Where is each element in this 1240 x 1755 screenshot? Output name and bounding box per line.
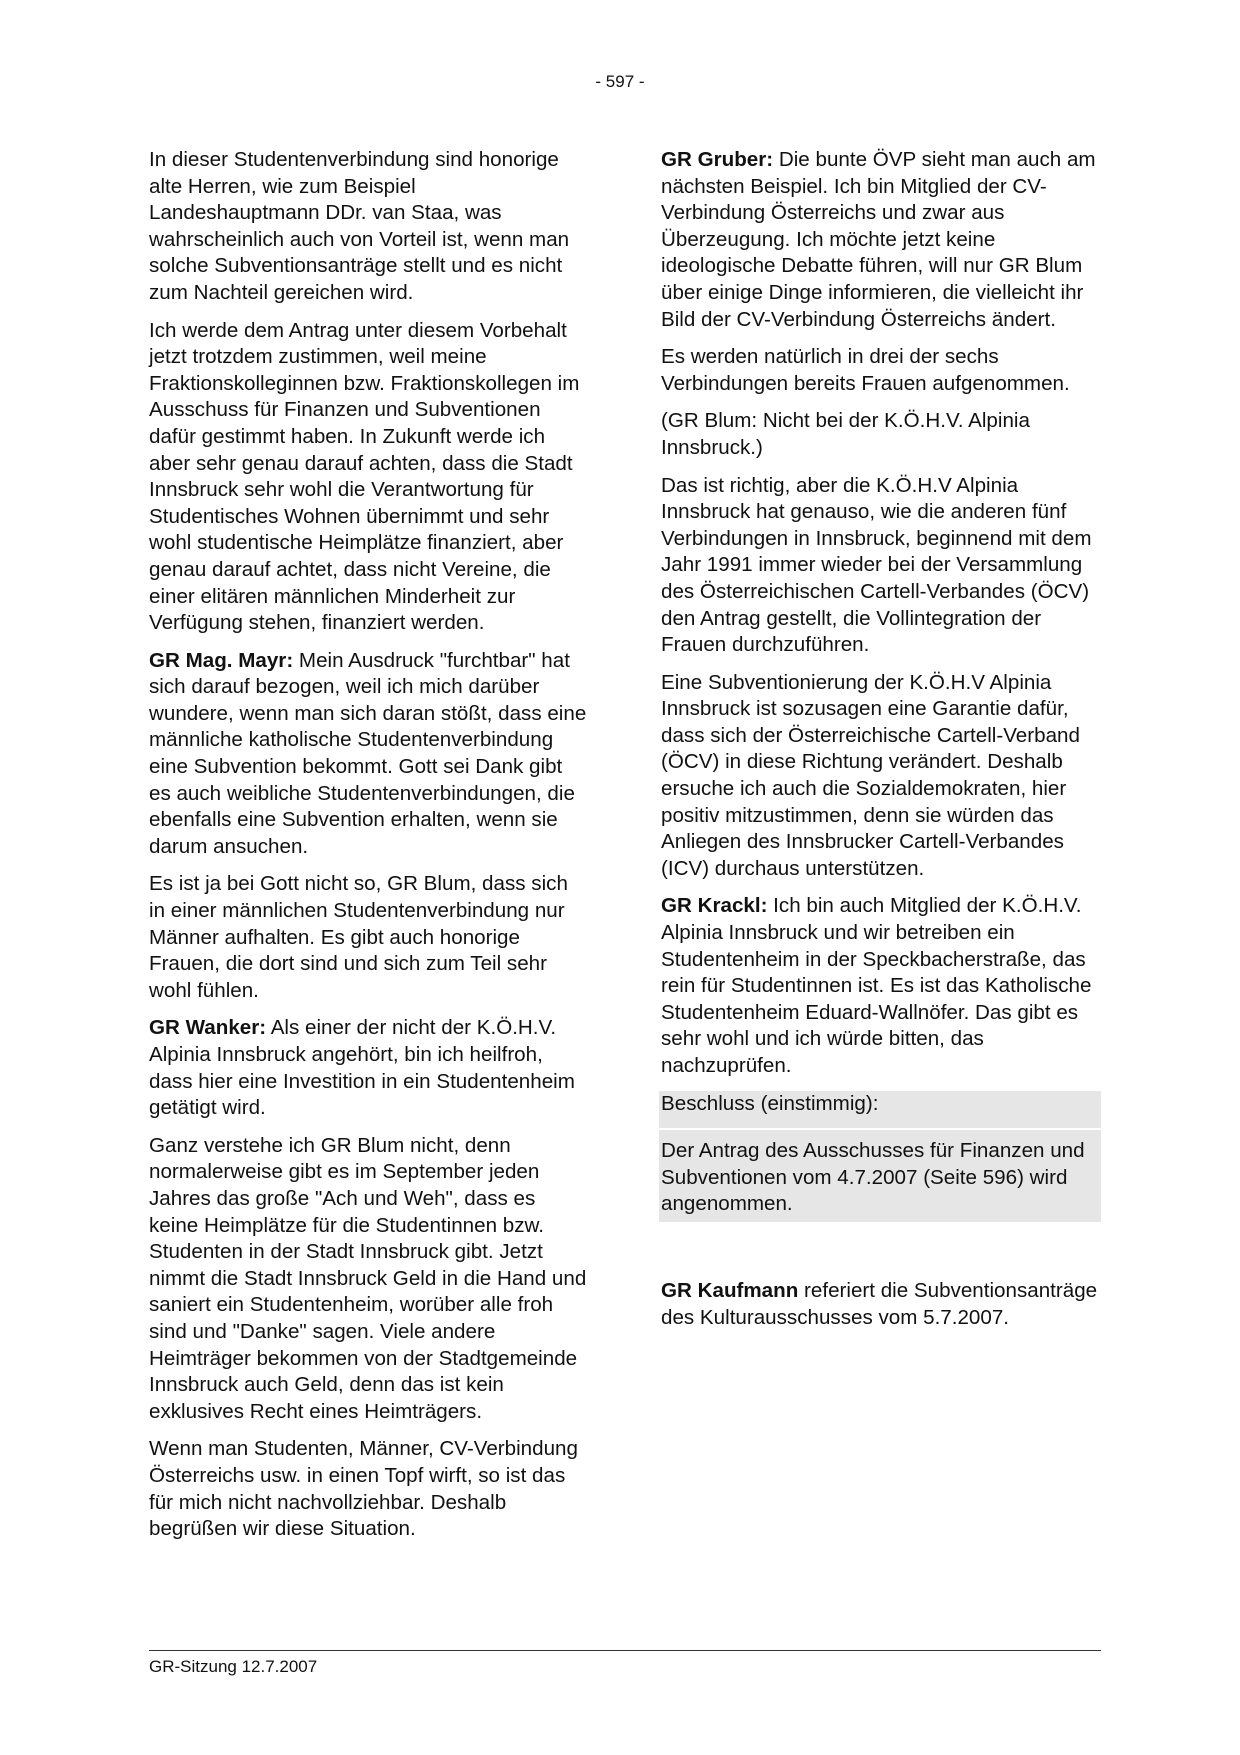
paragraph-text: Als einer der nicht der K.Ö.H.V. Alpinia Innsbruck angehört, bin ich heilfroh, dass hier eine Investition in ein Studentenheim getätigt wird. xyxy=(149,1016,575,1120)
paragraph-text: Mein Ausdruck "furchtbar" hat sich darauf bezogen, weil ich mich darüber wundere, wenn man sich daran stößt, dass eine männliche katholische Studentenverbindung eine Subvention bekommt. Gott sei Dank gibt es auch weibliche Studentenverbindungen, die ebenfalls eine Subvention erhalten, wenn sie darum ansuchen. xyxy=(149,648,587,858)
paragraph-text: Wenn man Studenten, Männer, CV-Verbindung Österreichs usw. in einen Topf wirft, so ist das für mich nicht nachvollziehbar. Deshalb begrüßen wir diese Situation. xyxy=(149,1437,578,1541)
paragraph xyxy=(661,473,1101,659)
right-column xyxy=(661,147,1101,1342)
paragraph-text: referiert die Subventionsanträge des Kulturausschusses vom 5.7.2007. xyxy=(661,1278,1098,1329)
paragraph-text: Es werden natürlich in drei der sechs Verbindungen bereits Frauen aufgenommen. xyxy=(661,345,1070,395)
paragraph xyxy=(149,318,589,637)
paragraph xyxy=(661,147,1101,333)
paragraph-text: Ganz verstehe ich GR Blum nicht, denn normalerweise gibt es im September jeden Jahres das große "Ach und Weh", dass es keine Heimplätze für die Studentinnen bzw. Studenten in der Stadt Innsbruck gibt. Jetzt nimmt die Stadt Innsbruck Geld in die Hand und saniert ein Studentenheim, worüber alle froh sind und "Danke" sagen. Viele andere Heimträger bekommen von der Stadtgemeinde Innsbruck auch Geld, denn das ist kein exklusives Recht eines Heimträgers. xyxy=(149,1133,587,1423)
paragraph-text: Die bunte ÖVP sieht man auch am nächsten Beispiel. Ich bin Mitglied der CV-Verbindung Österreichs und zwar aus Überzeugung. Ich möchte jetzt keine ideologische Debatte führen, will nur GR Blum über einige Dinge informieren, die vielleicht ihr Bild der CV-Verbindung Österreichs ändert. xyxy=(661,148,1096,331)
paragraph xyxy=(149,648,589,861)
paragraph-text: (GR Blum: Nicht bei der K.Ö.H.V. Alpinia Innsbruck.) xyxy=(661,409,1030,459)
decision-heading: Beschluss (einstimmig): xyxy=(659,1091,1101,1131)
paragraph xyxy=(661,670,1101,883)
page-number: - 597 - xyxy=(595,72,645,91)
paragraph-text: Ich bin auch Mitglied der K.Ö.H.V. Alpinia Innsbruck und wir betreiben ein Studentenheim in der Speckbacherstraße, das rein für Studentinnen ist. Es ist das Katholische Studentenheim Eduard-Wallnöfer. Das gibt es sehr wohl und ich würde bitten, das nachzuprüfen. xyxy=(661,894,1092,1077)
paragraph xyxy=(149,871,589,1004)
closing-paragraph xyxy=(661,1278,1101,1331)
paragraph xyxy=(149,147,589,307)
paragraph xyxy=(149,1133,589,1426)
footer-label: GR-Sitzung 12.7.2007 xyxy=(149,1657,318,1676)
speaker-name: GR Kaufmann xyxy=(661,1278,799,1302)
paragraph-text: Ich werde dem Antrag unter diesem Vorbehalt jetzt trotzdem zustimmen, weil meine Fraktionskolleginnen bzw. Fraktionskollegen im Ausschuss für Finanzen und Subventionen dafür gestimmt haben. In Zukunft werde ich aber sehr genau darauf achten, dass die Stadt Innsbruck sehr wohl die Verantwortung für Studentisches Wohnen übernimmt und sehr wohl studentische Heimplätze finanziert, aber genau darauf achtet, dass nicht Vereine, die einer elitären männlichen Minderheit zur Verfügung stehen, finanziert werden. xyxy=(149,318,580,635)
left-column xyxy=(149,147,589,1554)
paragraph-text: In dieser Studentenverbindung sind honorige alte Herren, wie zum Beispiel Landeshauptmann DDr. van Staa, was wahrscheinlich auch von Vorteil ist, wenn man solche Subventionsanträge stellt und es nicht zum Nachteil gereichen wird. xyxy=(149,148,570,304)
paragraph xyxy=(661,408,1101,461)
paragraph xyxy=(149,1015,589,1121)
speaker-name: GR Krackl: xyxy=(661,894,768,918)
speaker-name: GR Mag. Mayr: xyxy=(149,648,294,672)
paragraph xyxy=(149,1436,589,1542)
speaker-name: GR Wanker: xyxy=(149,1016,267,1040)
decision-text: Der Antrag des Ausschusses für Finanzen und Subventionen vom 4.7.2007 (Seite 596) wird angenommen. xyxy=(661,1139,1085,1216)
paragraph xyxy=(661,893,1101,1079)
paragraph xyxy=(661,344,1101,397)
footer-divider xyxy=(149,1650,1101,1651)
paragraph-text: Das ist richtig, aber die K.Ö.H.V Alpinia Innsbruck hat genauso, wie die anderen fünf Verbindungen in Innsbruck, beginnend mit dem Jahr 1991 immer wieder bei der Versammlung des Österreichischen Cartell-Verbandes (ÖCV) den Antrag gestellt, die Vollintegration der Frauen durchzuführen. xyxy=(661,473,1092,657)
decision-box xyxy=(659,1091,1101,1222)
paragraph-text: Eine Subventionierung der K.Ö.H.V Alpinia Innsbruck ist sozusagen eine Garantie dafür, dass sich der Österreichische Cartell-Verband (ÖCV) in diese Richtung verändert. Deshalb ersuche ich auch die Sozialdemokraten, hier positiv mitzustimmen, denn sie würden das Anliegen des Innsbrucker Cartell-Verbandes (ICV) durchaus unterstützen. xyxy=(661,670,1080,880)
paragraph-text: Es ist ja bei Gott nicht so, GR Blum, dass sich in einer männlichen Studentenverbindung nur Männer aufhalten. Es gibt auch honorige Frauen, die dort sind und sich zum Teil sehr wohl fühlen. xyxy=(149,872,568,1002)
speaker-name: GR Gruber: xyxy=(661,148,774,171)
